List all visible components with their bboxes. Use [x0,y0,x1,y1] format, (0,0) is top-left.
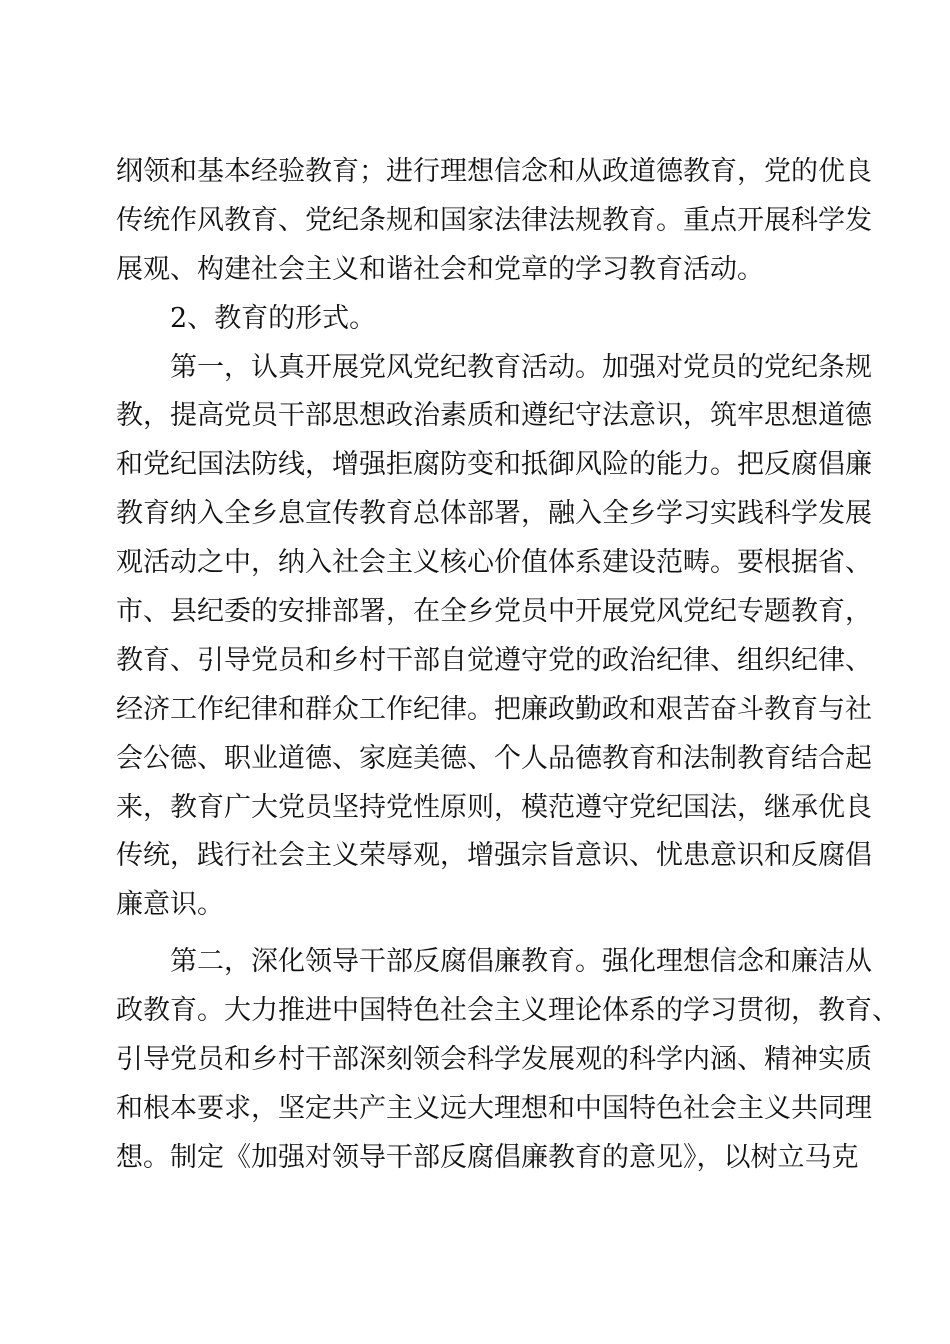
paragraph-gap [116,930,840,938]
text-line: 教，提高党员干部思想政治素质和遵纪守法意识，筑牢思想道德 [116,400,872,432]
text-line: 传统作风教育、党纪条规和国家法律法规教育。重点开展科学发 [116,204,872,236]
text-line: 和根本要求，坚定共产主义远大理想和中国特色社会主义共同理 [116,1092,872,1124]
text-line: 政教育。大力推进中国特色社会主义理论体系的学习贯彻，教育、 [116,995,899,1027]
text-line: 教育纳入全乡息宣传教育总体部署，融入全乡学习实践科学发展 [116,498,872,530]
text-line: 和党纪国法防线，增强拒腐防变和抵御风险的能力。把反腐倡廉 [116,449,872,481]
text-line: 传统，践行社会主义荣辱观，增强宗旨意识、忧患意识和反腐倡 [116,840,872,872]
text-line: 引导党员和乡村干部深刻领会科学发展观的科学内涵、精神实质 [116,1044,872,1076]
text-line: 经济工作纪律和群众工作纪律。把廉政勤政和艰苦奋斗教育与社 [116,693,872,725]
text-line: 纲领和基本经验教育；进行理想信念和从政道德教育，党的优良 [116,156,872,187]
paragraph-first-line: 第二，深化领导干部反腐倡廉教育。强化理想信念和廉洁从 [170,946,872,978]
text-line: 教育、引导党员和乡村干部自觉遵守党的政治纪律、组织纪律、 [116,644,872,676]
text-line: 想。制定《加强对领导干部反腐倡廉教育的意见》，以树立马克 [116,1141,859,1173]
document-body [116,148,899,1183]
text-line: 展观、构建社会主义和谐社会和党章的学习教育活动。 [116,253,764,285]
paragraph-first-line: 第一，认真开展党风党纪教育活动。加强对党员的党纪条规 [170,351,872,383]
text-line: 来，教育广大党员坚持党性原则，模范遵守党纪国法，继承优良 [116,791,872,823]
text-line: 会公德、职业道德、家庭美德、个人品德教育和法制教育结合起 [116,742,872,774]
section-heading: 2、教育的形式。 [170,302,377,334]
text-line: 市、县纪委的安排部署，在全乡党员中开展党风党纪专题教育， [116,596,872,628]
text-line: 观活动之中，纳入社会主义核心价值体系建设范畴。要根据省、 [116,547,872,579]
text-line: 廉意识。 [116,889,224,921]
